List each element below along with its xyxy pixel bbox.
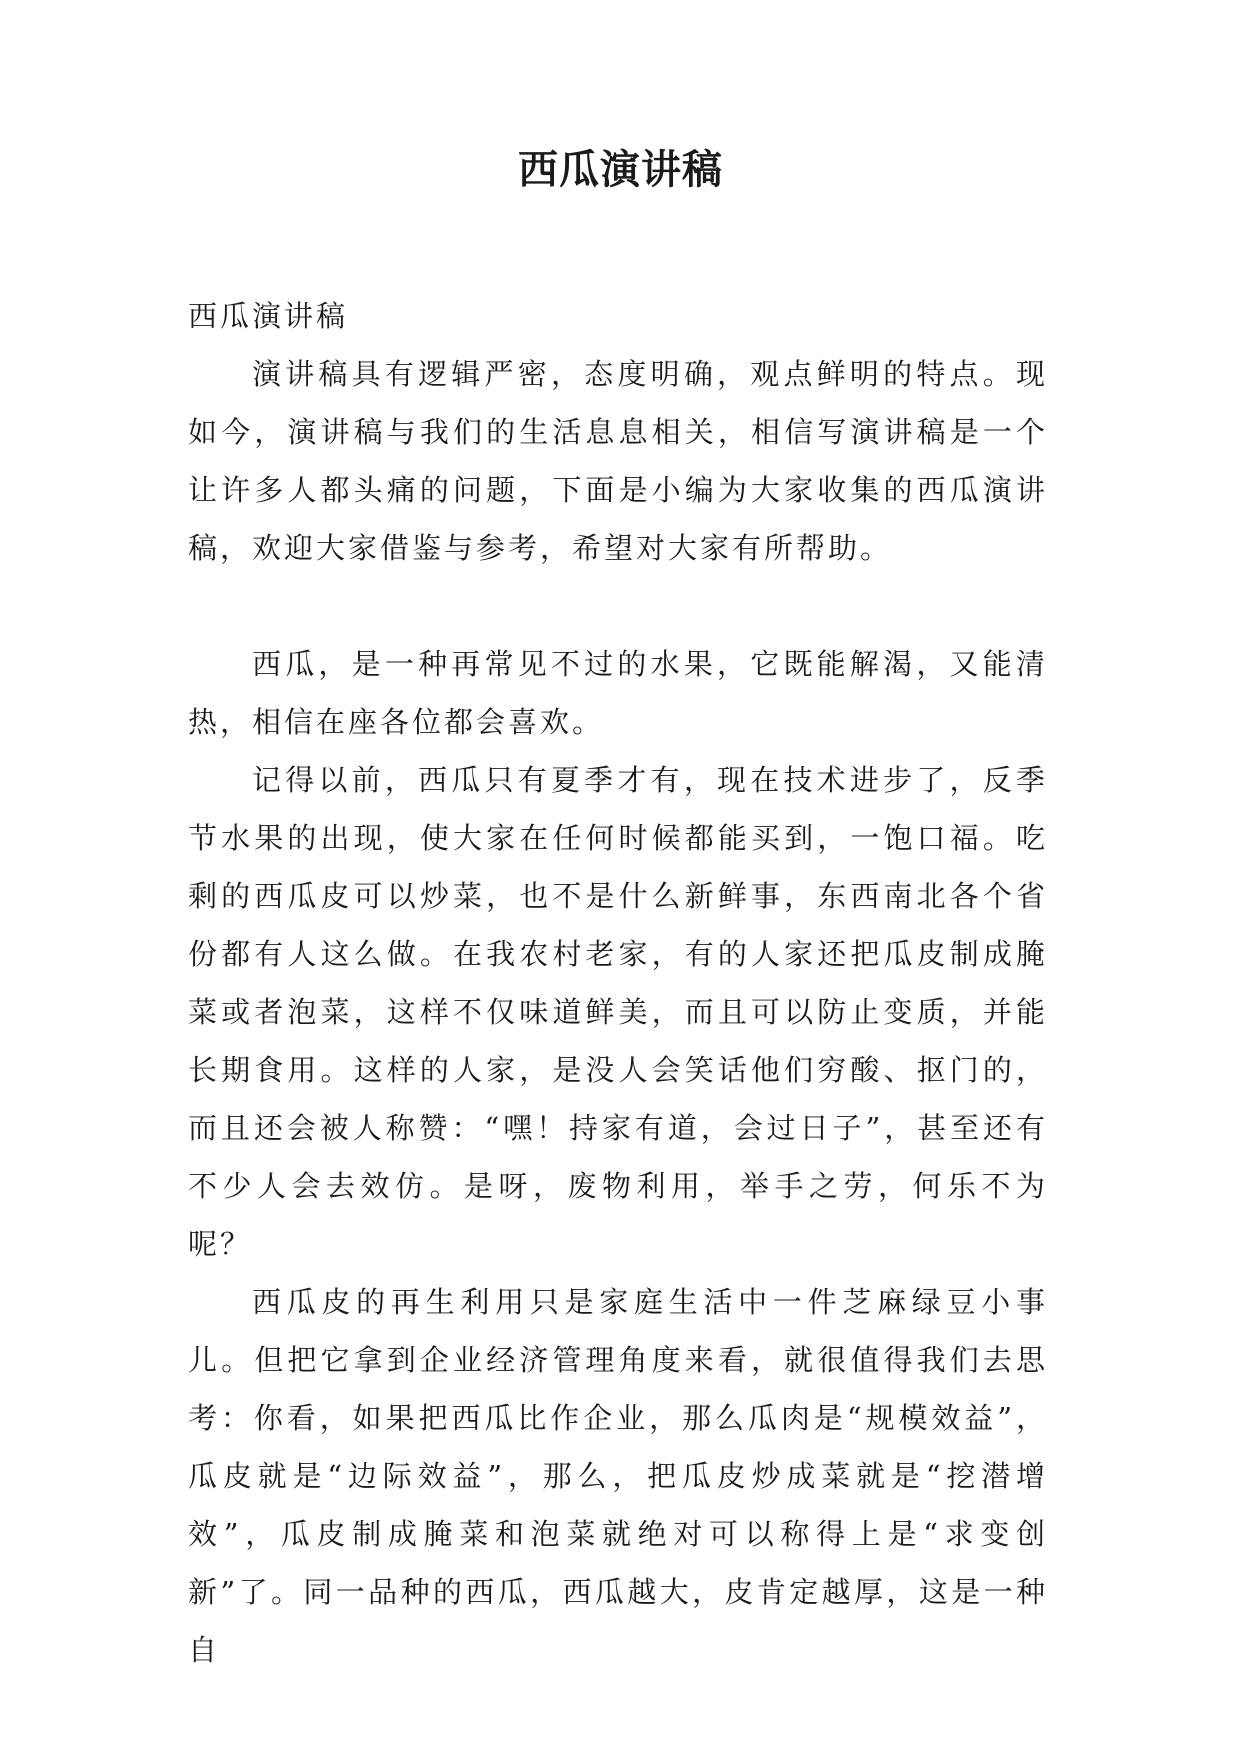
paragraph-2: 记得以前，西瓜只有夏季才有，现在技术进步了，反季节水果的出现，使大家在任何时候都能买到，一饱口福。吃剩的西瓜皮可以炒菜，也不是什么新鲜事，东西南北各个省份都有人这么做。在我农村老家，有的人家还把瓜皮制成腌菜或者泡菜，这样不仅味道鲜美，而且可以防止变质，并能长期食用。这样的人家，是没人会笑话他们穷酸、抠门的，而且还会被人称赞：“嘿！持家有道，会过日子”，甚至还有不少人会去效仿。是呀，废物利用，举手之劳，何乐不为呢？	[188, 763, 1048, 1261]
document-title: 西瓜演讲稿	[518, 146, 723, 193]
document-body	[188, 287, 1048, 1679]
document-subtitle: 西瓜演讲稿	[188, 299, 349, 333]
paragraph-1: 西瓜，是一种再常见不过的水果，它既能解渴，又能清热，相信在座各位都会喜欢。	[188, 647, 1048, 739]
paragraph-intro: 演讲稿具有逻辑严密，态度明确，观点鲜明的特点。现如今，演讲稿与我们的生活息息相关，相信写演讲稿是一个让许多人都头痛的问题，下面是小编为大家收集的西瓜演讲稿，欢迎大家借鉴与参考，希望对大家有所帮助。	[188, 357, 1048, 565]
paragraph-3: 西瓜皮的再生利用只是家庭生活中一件芝麻绿豆小事儿。但把它拿到企业经济管理角度来看，就很值得我们去思考：你看，如果把西瓜比作企业，那么瓜肉是“规模效益”，瓜皮就是“边际效益”，那么，把瓜皮炒成菜就是“挖潜增效”，瓜皮制成腌菜和泡菜就绝对可以称得上是“求变创新”了。同一品种的西瓜，西瓜越大，皮肯定越厚，这是一种自	[188, 1285, 1048, 1667]
